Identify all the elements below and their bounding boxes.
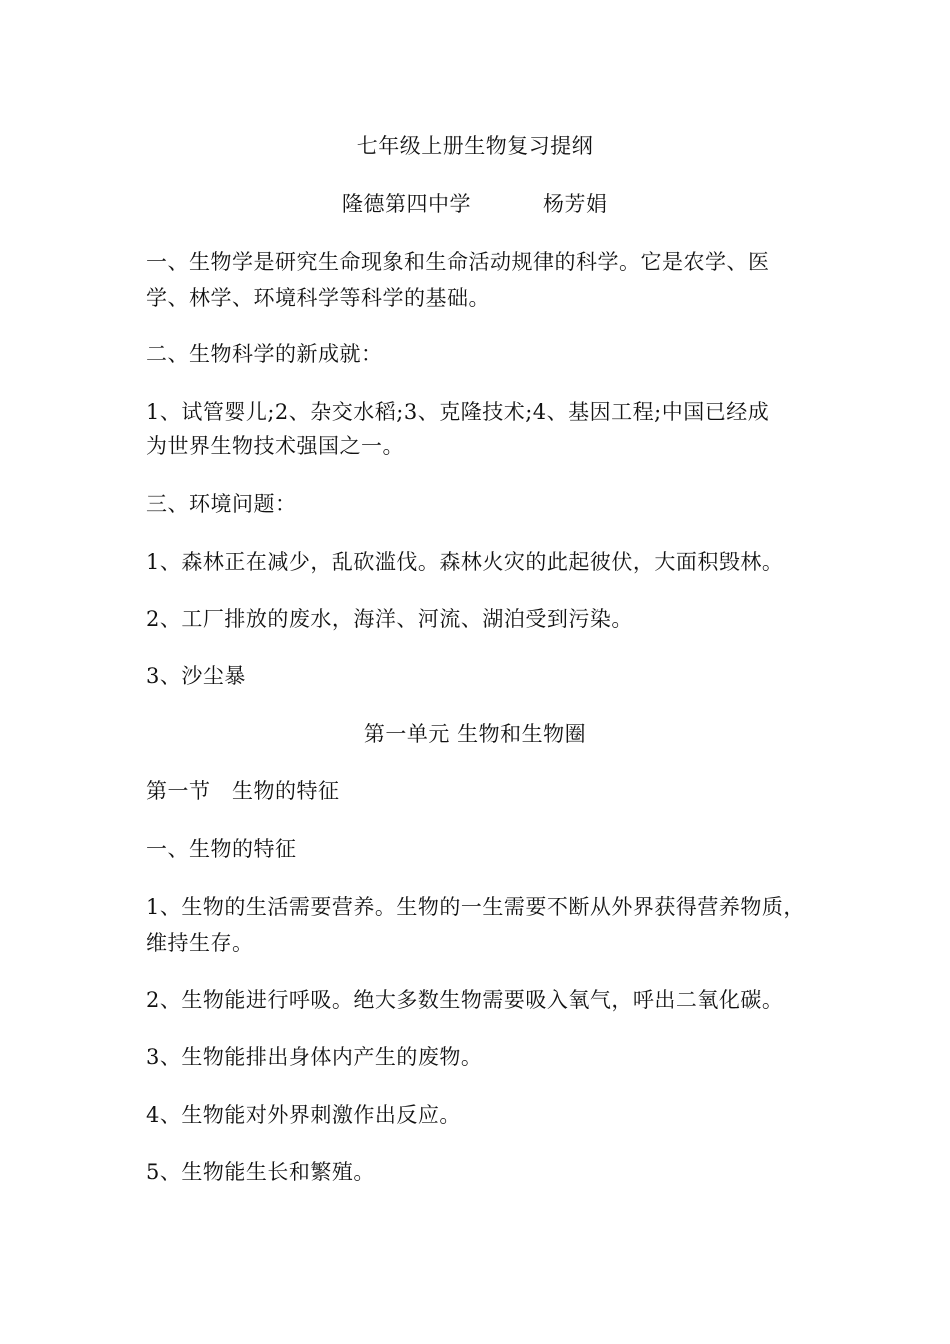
intro-paragraph-1-line-2: 学、林学、环境科学等科学的基础。 — [146, 286, 490, 310]
author-name: 杨芳娟 — [543, 192, 608, 216]
feature-1-line-2: 维持生存。 — [146, 931, 254, 955]
feature-3: 3、生物能排出身体内产生的废物。 — [146, 1045, 483, 1069]
school-name: 隆德第四中学 — [342, 192, 471, 216]
unit-title: 第一单元 生物和生物圈 — [363, 722, 587, 746]
intro-heading-environment: 三、环境问题： — [146, 492, 297, 516]
feature-2: 2、生物能进行呼吸。绝大多数生物需要吸入氧气，呼出二氧化碳。 — [146, 988, 784, 1012]
intro-heading-achievements: 二、生物科学的新成就： — [146, 342, 383, 366]
feature-1-line-1: 1、生物的生活需要营养。生物的一生需要不断从外界获得营养物质， — [146, 895, 805, 919]
feature-4: 4、生物能对外界刺激作出反应。 — [146, 1103, 461, 1127]
subsection-title: 一、生物的特征 — [146, 837, 297, 861]
document-title: 七年级上册生物复习提纲 — [356, 134, 594, 158]
achievements-line-1: 1、试管婴儿;2、杂交水稻;3、克隆技术;4、基因工程;中国已经成 — [146, 400, 770, 424]
environment-item-3: 3、沙尘暴 — [146, 664, 246, 688]
environment-item-2: 2、工厂排放的废水，海洋、河流、湖泊受到污染。 — [146, 607, 633, 631]
achievements-line-2: 为世界生物技术强国之一。 — [146, 434, 404, 458]
feature-5: 5、生物能生长和繁殖。 — [146, 1160, 375, 1184]
environment-item-1: 1、森林正在减少，乱砍滥伐。森林火灾的此起彼伏，大面积毁林。 — [146, 550, 784, 574]
section-title: 第一节 生物的特征 — [146, 779, 340, 803]
intro-paragraph-1-line-1: 一、生物学是研究生命现象和生命活动规律的科学。它是农学、医 — [146, 250, 770, 274]
